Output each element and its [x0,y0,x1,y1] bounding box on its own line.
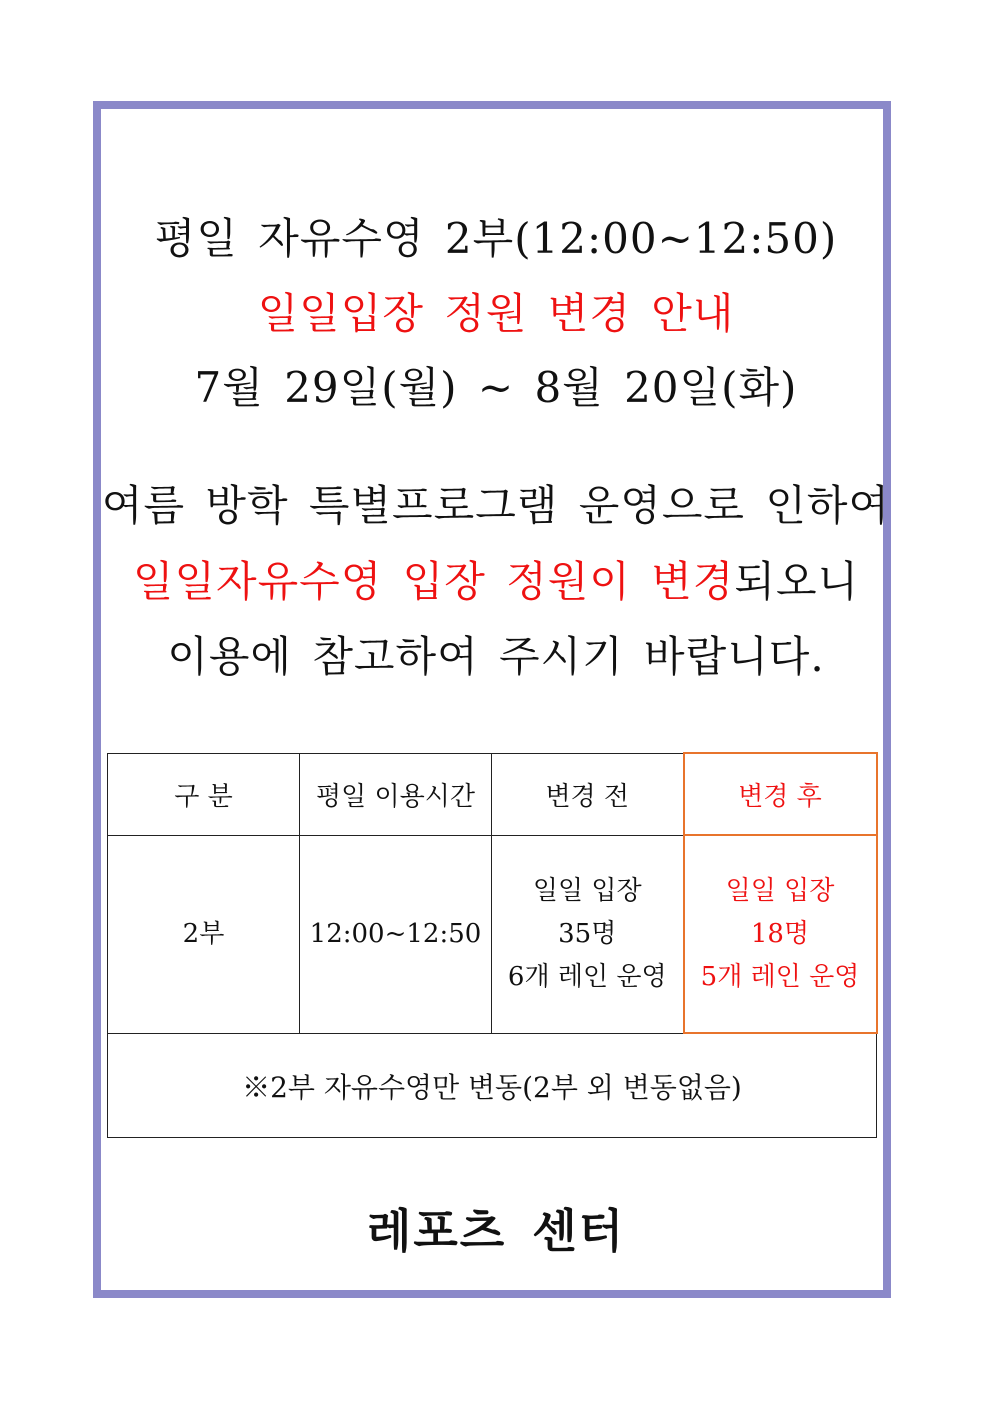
table-note: ※2부 자유수영만 변동(2부 외 변동없음) [108,1033,877,1138]
notice-body-line-2-rest: 되오니 [734,557,860,606]
notice-body-highlight: 일일자유수영 입장 정원이 변경 [132,557,735,606]
header-before-change: 변경 전 [492,753,684,835]
table-note-row [108,1033,877,1138]
before-entry-label: 일일 입장 [532,875,642,906]
cell-after-change [684,835,877,1033]
after-lanes: 5개 레인 운영 [700,961,860,992]
notice-period: 7월 29일(월) ~ 8월 20일(화) [194,363,798,412]
notice-subtitle: 일일입장 정원 변경 안내 [257,289,735,338]
table-row [108,835,877,1033]
cell-before-change [492,835,684,1033]
notice-body-line-2 [0,557,992,606]
before-lanes: 6개 레인 운영 [507,961,667,992]
issuer-name: 레포츠 센터 [366,1204,626,1258]
capacity-change-table [107,752,878,1138]
header-usage-time: 평일 이용시간 [300,753,492,835]
notice-title: 평일 자유수영 2부(12:00~12:50) [154,214,838,263]
cell-division: 2부 [108,835,300,1033]
after-entry-label: 일일 입장 [725,875,835,906]
notice-body-line-1: 여름 방학 특별프로그램 운영으로 인하여 [101,481,891,530]
cell-usage-time: 12:00~12:50 [300,835,492,1033]
table-header-row [108,753,877,835]
header-after-change: 변경 후 [684,753,877,835]
before-capacity: 35명 [558,918,617,949]
header-division: 구 분 [108,753,300,835]
after-capacity: 18명 [750,918,810,949]
notice-body-line-3: 이용에 참고하여 주시기 바랍니다. [167,632,825,681]
